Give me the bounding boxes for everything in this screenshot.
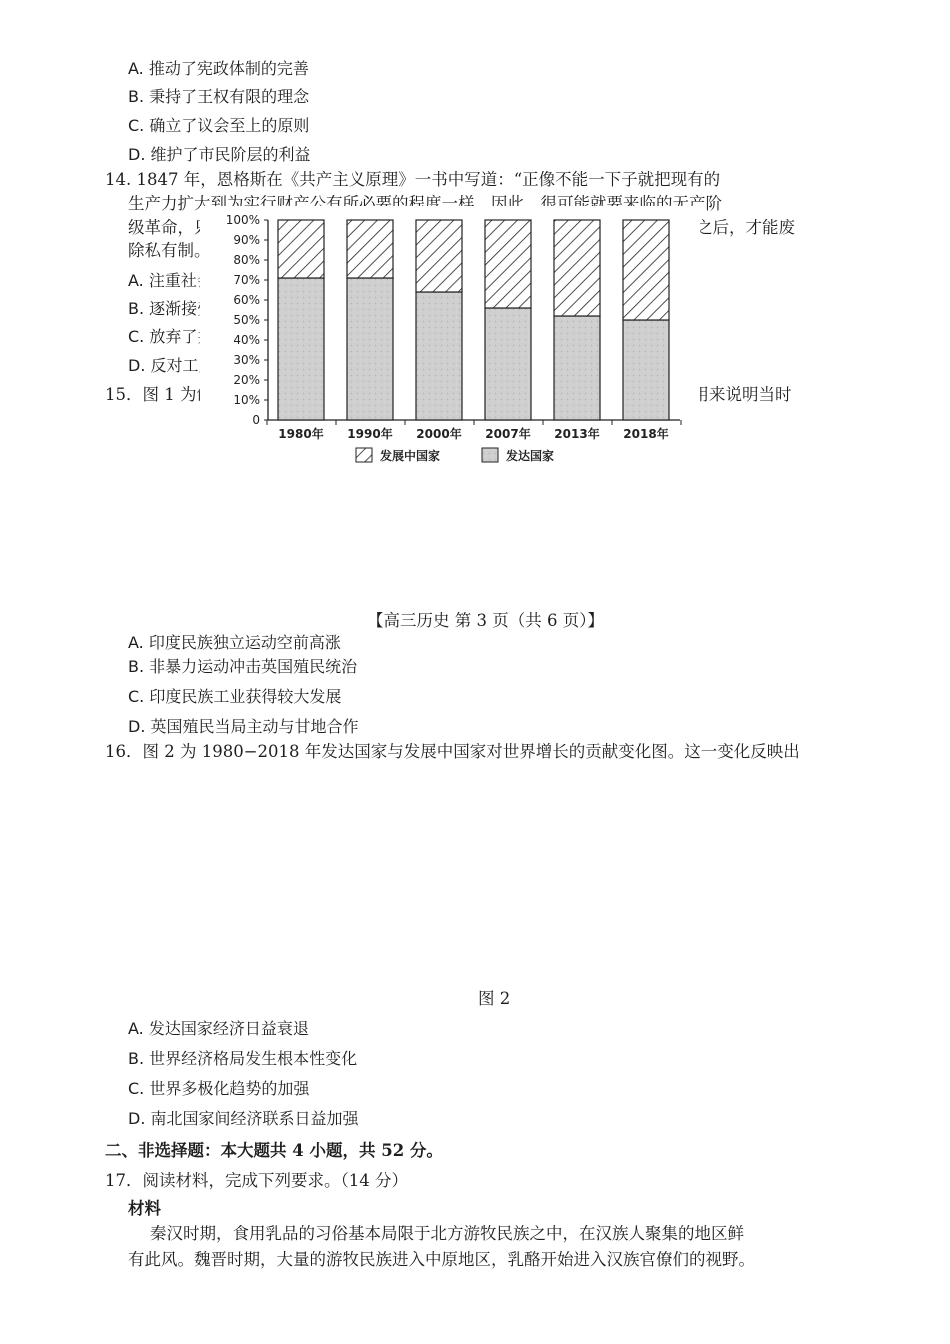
legend-label-developed: 发达国家 [506, 449, 555, 463]
bar-developed-1990年 [347, 278, 393, 420]
q14-option-c: C. 放弃了共 [128, 327, 214, 346]
y-tick-label: 90% [233, 233, 260, 247]
y-tick-label: 80% [233, 253, 260, 267]
bar-developing-1990年 [347, 220, 393, 278]
figure-2-caption: 图 2 [478, 989, 511, 1008]
q14-stem-line4: 除私有制。 [128, 241, 211, 260]
y-tick-label: 0 [252, 413, 260, 427]
q16-stem: 16．图 2 为 1980−2018 年发达国家与发展中国家对世界增长的贡献变化图。这一变化反映出 [105, 742, 800, 761]
bar-developing-2007年 [485, 220, 531, 308]
contribution-chart [200, 206, 700, 476]
y-tick-label: 100% [225, 213, 260, 227]
q16-option-c: C. 世界多极化趋势的加强 [128, 1079, 310, 1098]
q16-option-d: D. 南北国家间经济联系日益加强 [128, 1109, 359, 1128]
q15-option-a: A. 印度民族独立运动空前高涨 [128, 633, 341, 652]
q14-option-d: D. 反对工人 [128, 356, 215, 375]
section-2-heading: 二、非选择题：本大题共 4 小题，共 52 分。 [105, 1141, 443, 1160]
y-tick-label: 60% [233, 293, 260, 307]
x-tick-label: 1980年 [278, 427, 324, 441]
x-tick-label: 1990年 [347, 427, 393, 441]
y-tick-label: 40% [233, 333, 260, 347]
q15-option-c: C. 印度民族工业获得较大发展 [128, 687, 342, 706]
q14-option-a: A. 注重社会 [128, 271, 213, 290]
q13-option-d: D. 维护了市民阶层的利益 [128, 145, 311, 164]
page-footer: 【高三历史 第 3 页（共 6 页）】 [367, 611, 604, 630]
q13-option-b: B. 秉持了王权有限的理念 [128, 87, 310, 106]
legend-label-developing: 发展中国家 [380, 449, 441, 463]
bar-developed-2000年 [416, 292, 462, 420]
y-tick-label: 20% [233, 373, 260, 387]
q14-stem-line1: 14. 1847 年，恩格斯在《共产主义原理》一书中写道：“正像不能一下子就把现有的 [105, 170, 721, 189]
q15-stem-start: 15．图 1 为创 [105, 385, 213, 404]
material-line-1: 秦汉时期，食用乳品的习俗基本局限于北方游牧民族之中，在汉族人聚集的地区鲜 [150, 1224, 744, 1243]
q14-stem-line3-start: 级革命，只 [128, 218, 211, 237]
x-tick-label: 2018年 [623, 427, 669, 441]
x-tick-label: 2013年 [554, 427, 600, 441]
bar-developed-2013年 [554, 316, 600, 420]
material-line-2: 有此风。魏晋时期，大量的游牧民族进入中原地区，乳酪开始进入汉族官僚们的视野。 [128, 1250, 755, 1269]
bar-developed-2007年 [485, 308, 531, 420]
q13-option-c: C. 确立了议会至上的原则 [128, 116, 310, 135]
bar-developing-1980年 [278, 220, 324, 278]
q15-option-b: B. 非暴力运动冲击英国殖民统治 [128, 657, 358, 676]
bar-developing-2018年 [623, 220, 669, 320]
q14-stem-line3-end: 之后，才能废 [696, 218, 795, 237]
q15-stem-end: 以用来说明当时 [676, 385, 792, 404]
y-tick-label: 30% [233, 353, 260, 367]
q14-stem-line2: 生产力扩大到为实行财产公有所必要的程度一样。因此，很可能就要来临的无产阶 [128, 194, 722, 213]
x-tick-label: 2007年 [485, 427, 531, 441]
material-label: 材料 [128, 1199, 161, 1218]
q15-option-d: D. 英国殖民当局主动与甘地合作 [128, 717, 359, 736]
q17-stem: 17．阅读材料，完成下列要求。（14 分） [105, 1171, 408, 1190]
q16-option-b: B. 世界经济格局发生根本性变化 [128, 1049, 358, 1068]
legend-swatch-developed [482, 448, 498, 462]
y-tick-label: 70% [233, 273, 260, 287]
y-tick-label: 50% [233, 313, 260, 327]
x-tick-label: 2000年 [416, 427, 462, 441]
q14-option-b: B. 逐渐接受 [128, 299, 214, 318]
q13-option-a: A. 推动了宪政体制的完善 [128, 59, 309, 78]
y-tick-label: 10% [233, 393, 260, 407]
q16-option-a: A. 发达国家经济日益衰退 [128, 1019, 309, 1038]
legend-swatch-developing [356, 448, 372, 462]
bar-developing-2000年 [416, 220, 462, 292]
bar-developing-2013年 [554, 220, 600, 316]
bar-developed-1980年 [278, 278, 324, 420]
bar-developed-2018年 [623, 320, 669, 420]
